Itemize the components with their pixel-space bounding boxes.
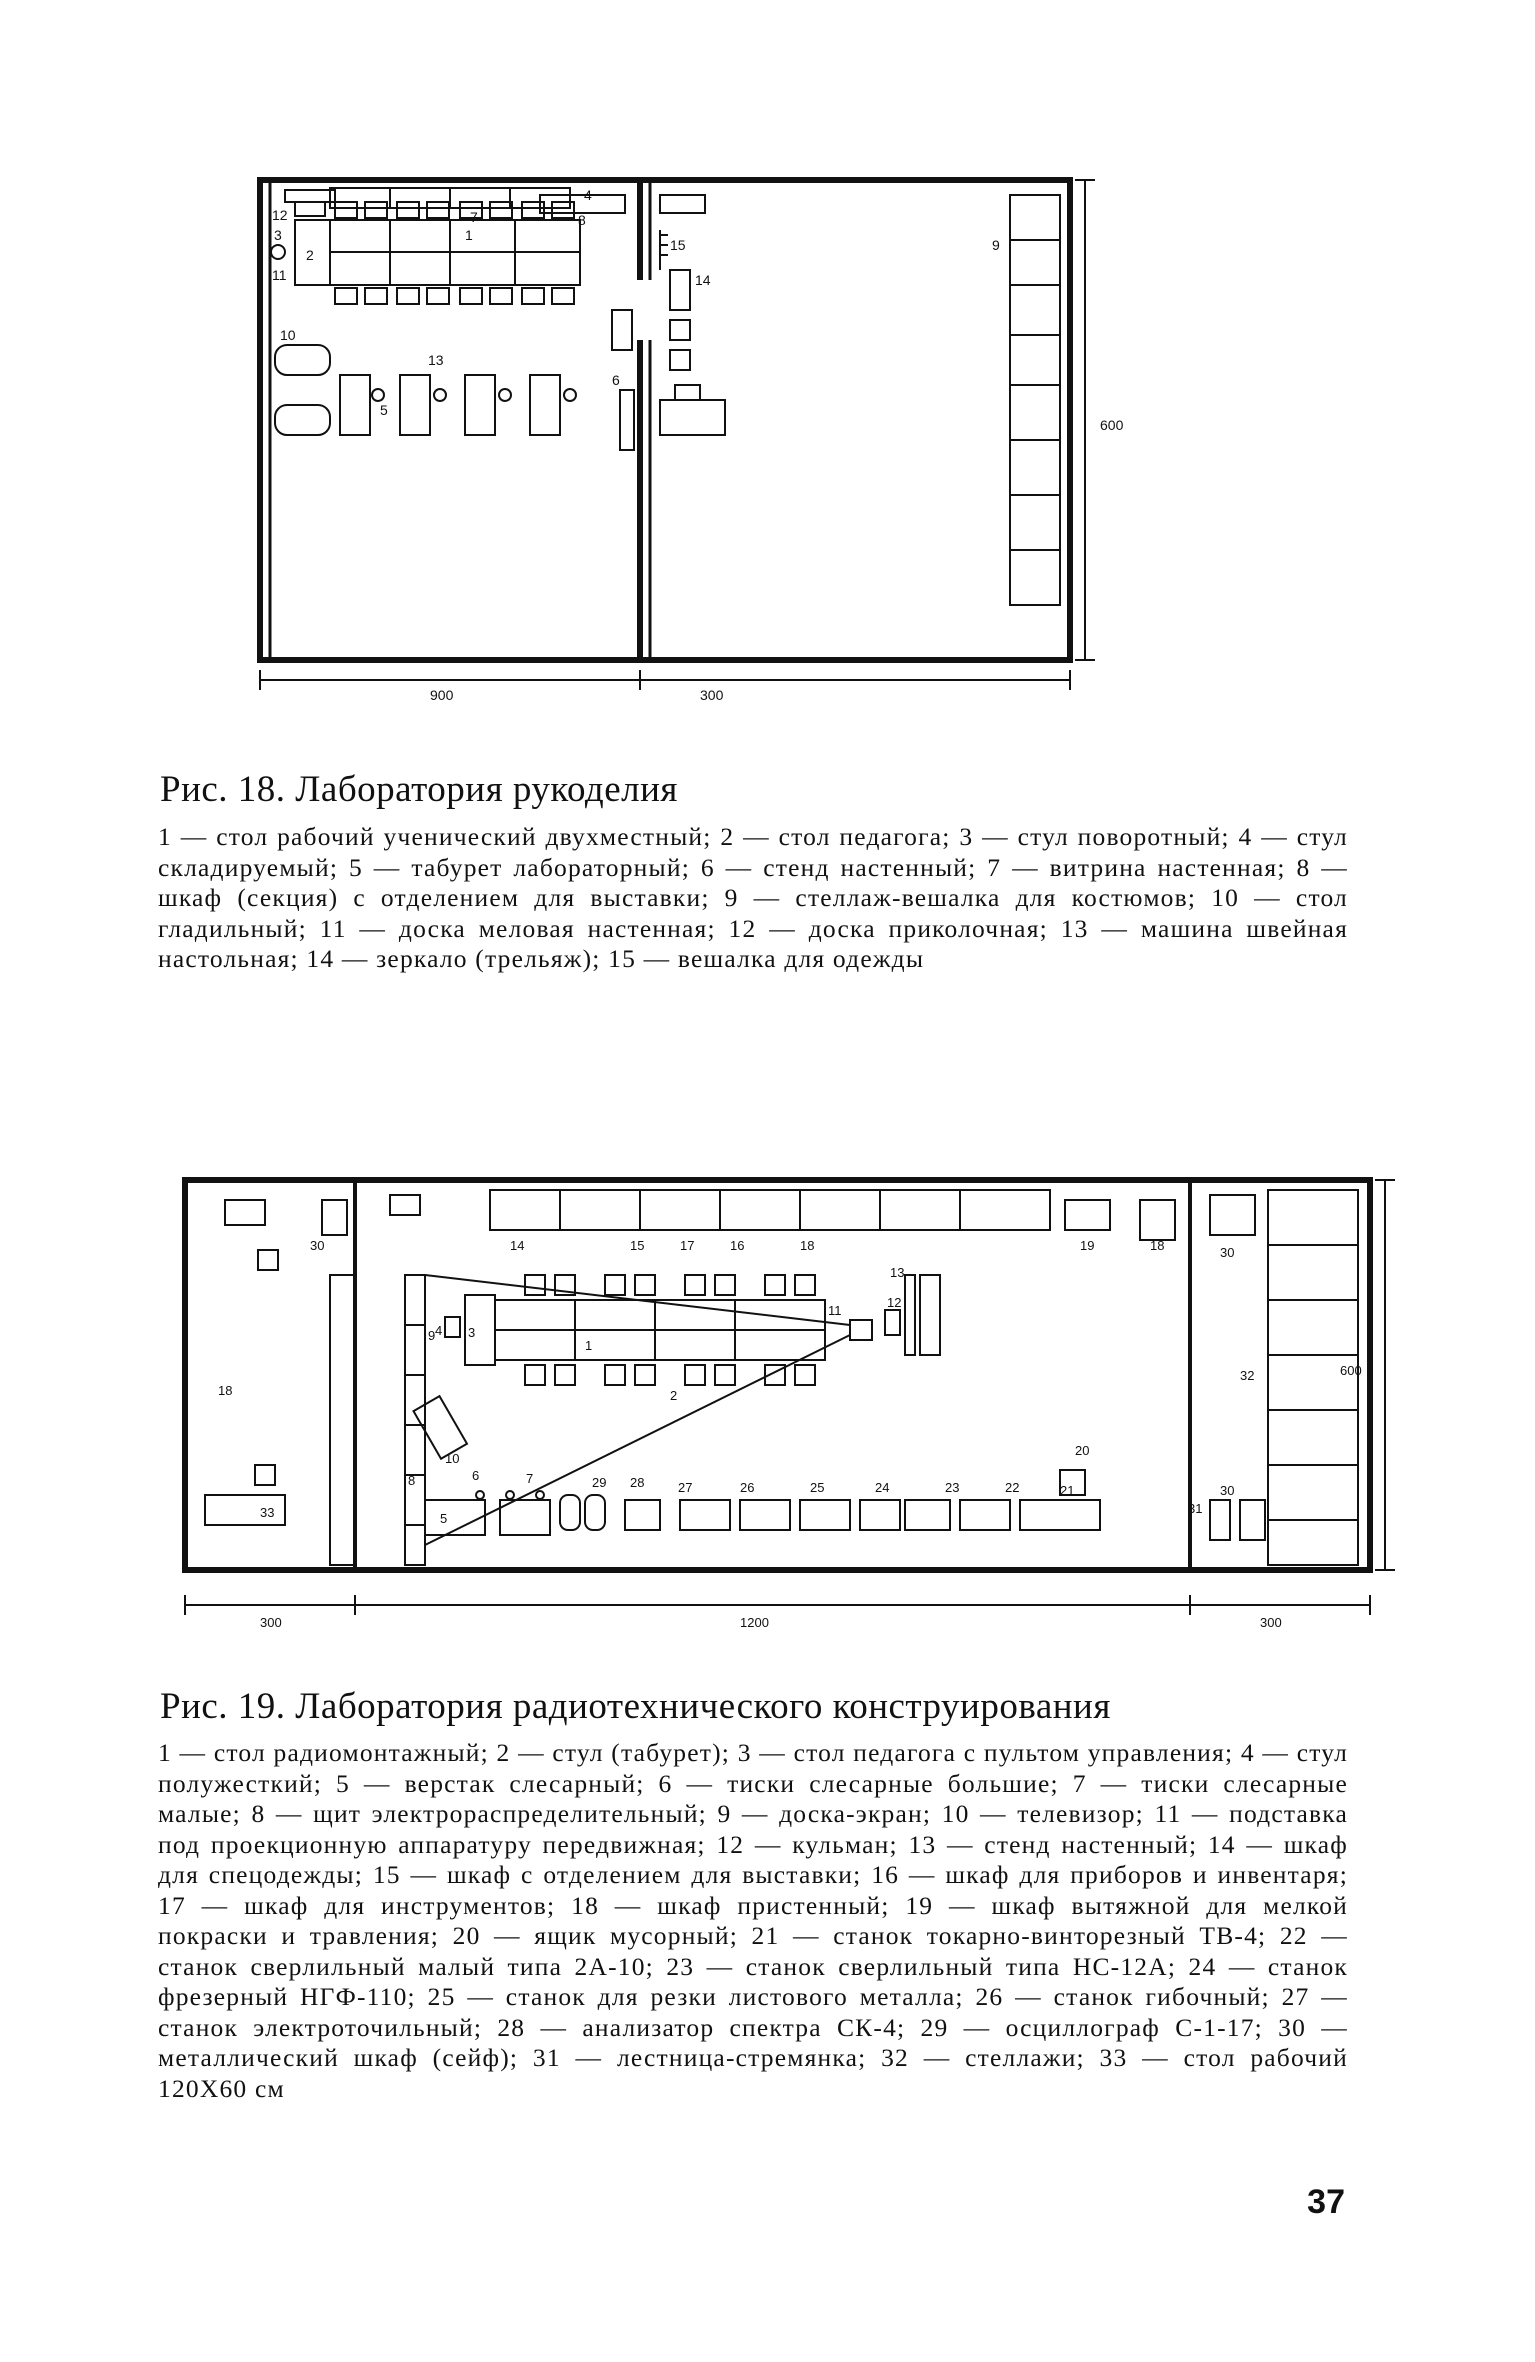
plan-label: 19	[1080, 1238, 1095, 1253]
plan-label: 11	[828, 1303, 842, 1318]
plan-label: 10	[280, 327, 296, 343]
plan-label: 11	[272, 267, 287, 283]
plan-label: 23	[945, 1480, 960, 1495]
figure-18-legend: 1 — стол рабочий ученический двухместный; 2 — стол педагога; 3 — стул поворотный; 4 — стул складируемый; 5 — табурет лабораторный; 6 — стенд настенный; 7 — витрина настенная; 8 — шкаф (секция) с отделением для выставки; 9 — стеллаж-вешалка для костюмов; 10 — стол гладильный; 11 — доска меловая настенная; 12 — доска приколочная; 13 — машина швейная настольная; 14 — зеркало (трельяж); 15 — вешалка для одежды	[158, 822, 1348, 973]
dimension-label: 300	[700, 687, 724, 703]
plan-label: 2	[670, 1388, 678, 1403]
plan-label: 8	[408, 1473, 416, 1488]
plan-label: 20	[1075, 1443, 1090, 1458]
plan-label: 29	[592, 1475, 607, 1490]
plan-label: 4	[435, 1323, 443, 1338]
plan-label: 26	[740, 1480, 755, 1495]
plan-label: 9	[992, 237, 1000, 253]
plan-label: 32	[1240, 1368, 1255, 1383]
figure-19-floor-plan	[160, 1165, 1400, 1635]
plan-label: 5	[440, 1511, 448, 1526]
dimension-label: 900	[430, 687, 454, 703]
figure-18-floor-plan	[240, 160, 1260, 720]
plan-label: 12	[887, 1295, 902, 1310]
plan-label: 6	[472, 1468, 480, 1483]
plan-label: 18	[218, 1383, 233, 1398]
plan-label: 14	[510, 1238, 525, 1253]
plan-label: 13	[890, 1265, 905, 1280]
plan-label: 14	[695, 272, 711, 288]
plan-label: 28	[630, 1475, 645, 1490]
plan-label: 18	[1150, 1238, 1165, 1253]
figure-19-legend: 1 — стол радиомонтажный; 2 — стул (табурет); 3 — стол педагога с пультом управления; 4 — стул полужесткий; 5 — верстак слесарный; 6 — тиски слесарные большие; 7 — тиски слесарные малые; 8 — щит электрораспределительный; 9 — доска-экран; 10 — телевизор; 11 — подставка под проекционную аппаратуру передвижная; 12 — кульман; 13 — стенд настенный; 14 — шкаф для спецодежды; 15 — шкаф с отделением для выставки; 16 — шкаф для приборов и инвентаря; 17 — шкаф для инструментов; 18 — шкаф пристенный; 19 — шкаф вытяжной для мелкой покраски и травления; 20 — ящик мусорный; 21 — станок токарно-винторезный ТВ-4; 22 — станок сверлильный малый типа 2А-10; 23 — станок сверлильный типа НС-12А; 24 — станок фрезерный НГФ-110; 25 — станок для резки листового металла; 26 — станок гибочный; 27 — станок электроточильный; 28 — анализатор спектра СК-4; 29 — осциллограф С-1-17; 30 — металлический шкаф (сейф); 31 — лестница-стремянка; 32 — стеллажи; 33 — стол рабочий 120Х60 см	[158, 1738, 1348, 2103]
plan-label: 6	[612, 372, 620, 388]
plan-label: 13	[428, 352, 444, 368]
plan-label: 8	[578, 212, 586, 228]
plan-label: 18	[800, 1238, 815, 1253]
plan-label: 30	[1220, 1483, 1235, 1498]
plan-label: 15	[670, 237, 686, 253]
dimension-label: 300	[260, 1615, 282, 1630]
dimension-label: 1200	[740, 1615, 769, 1630]
plan-label: 24	[875, 1480, 890, 1495]
plan-label: 15	[630, 1238, 645, 1253]
plan-label: 9	[428, 1328, 436, 1343]
plan-label: 3	[468, 1325, 476, 1340]
plan-label: 10	[445, 1451, 460, 1466]
plan-label: 3	[274, 227, 282, 243]
plan-label: 30	[1220, 1245, 1235, 1260]
plan-label: 17	[680, 1238, 695, 1253]
page-number: 37	[1307, 2183, 1345, 2221]
plan-label: 7	[470, 209, 478, 225]
plan-label: 31	[1188, 1501, 1203, 1516]
dimension-label: 300	[1260, 1615, 1282, 1630]
plan-label: 27	[678, 1480, 693, 1495]
plan-label: 21	[1060, 1483, 1075, 1498]
dimension-label: 600	[1100, 417, 1124, 433]
dimension-label: 600	[1340, 1363, 1362, 1378]
plan-label: 16	[730, 1238, 745, 1253]
figure-19-title: Рис. 19. Лаборатория радиотехнического конструирования	[160, 1686, 1111, 1727]
plan-label: 4	[584, 187, 592, 203]
plan-label: 12	[272, 207, 288, 223]
plan-label: 33	[260, 1505, 275, 1520]
plan-label: 30	[310, 1238, 325, 1253]
plan-label: 2	[306, 247, 314, 263]
plan-label: 25	[810, 1480, 825, 1495]
plan-label: 7	[526, 1471, 534, 1486]
plan-label: 5	[380, 402, 388, 418]
figure-18-title: Рис. 18. Лаборатория рукоделия	[160, 769, 678, 810]
plan-label: 1	[585, 1338, 593, 1353]
plan-label: 1	[465, 227, 473, 243]
plan-label: 22	[1005, 1480, 1020, 1495]
